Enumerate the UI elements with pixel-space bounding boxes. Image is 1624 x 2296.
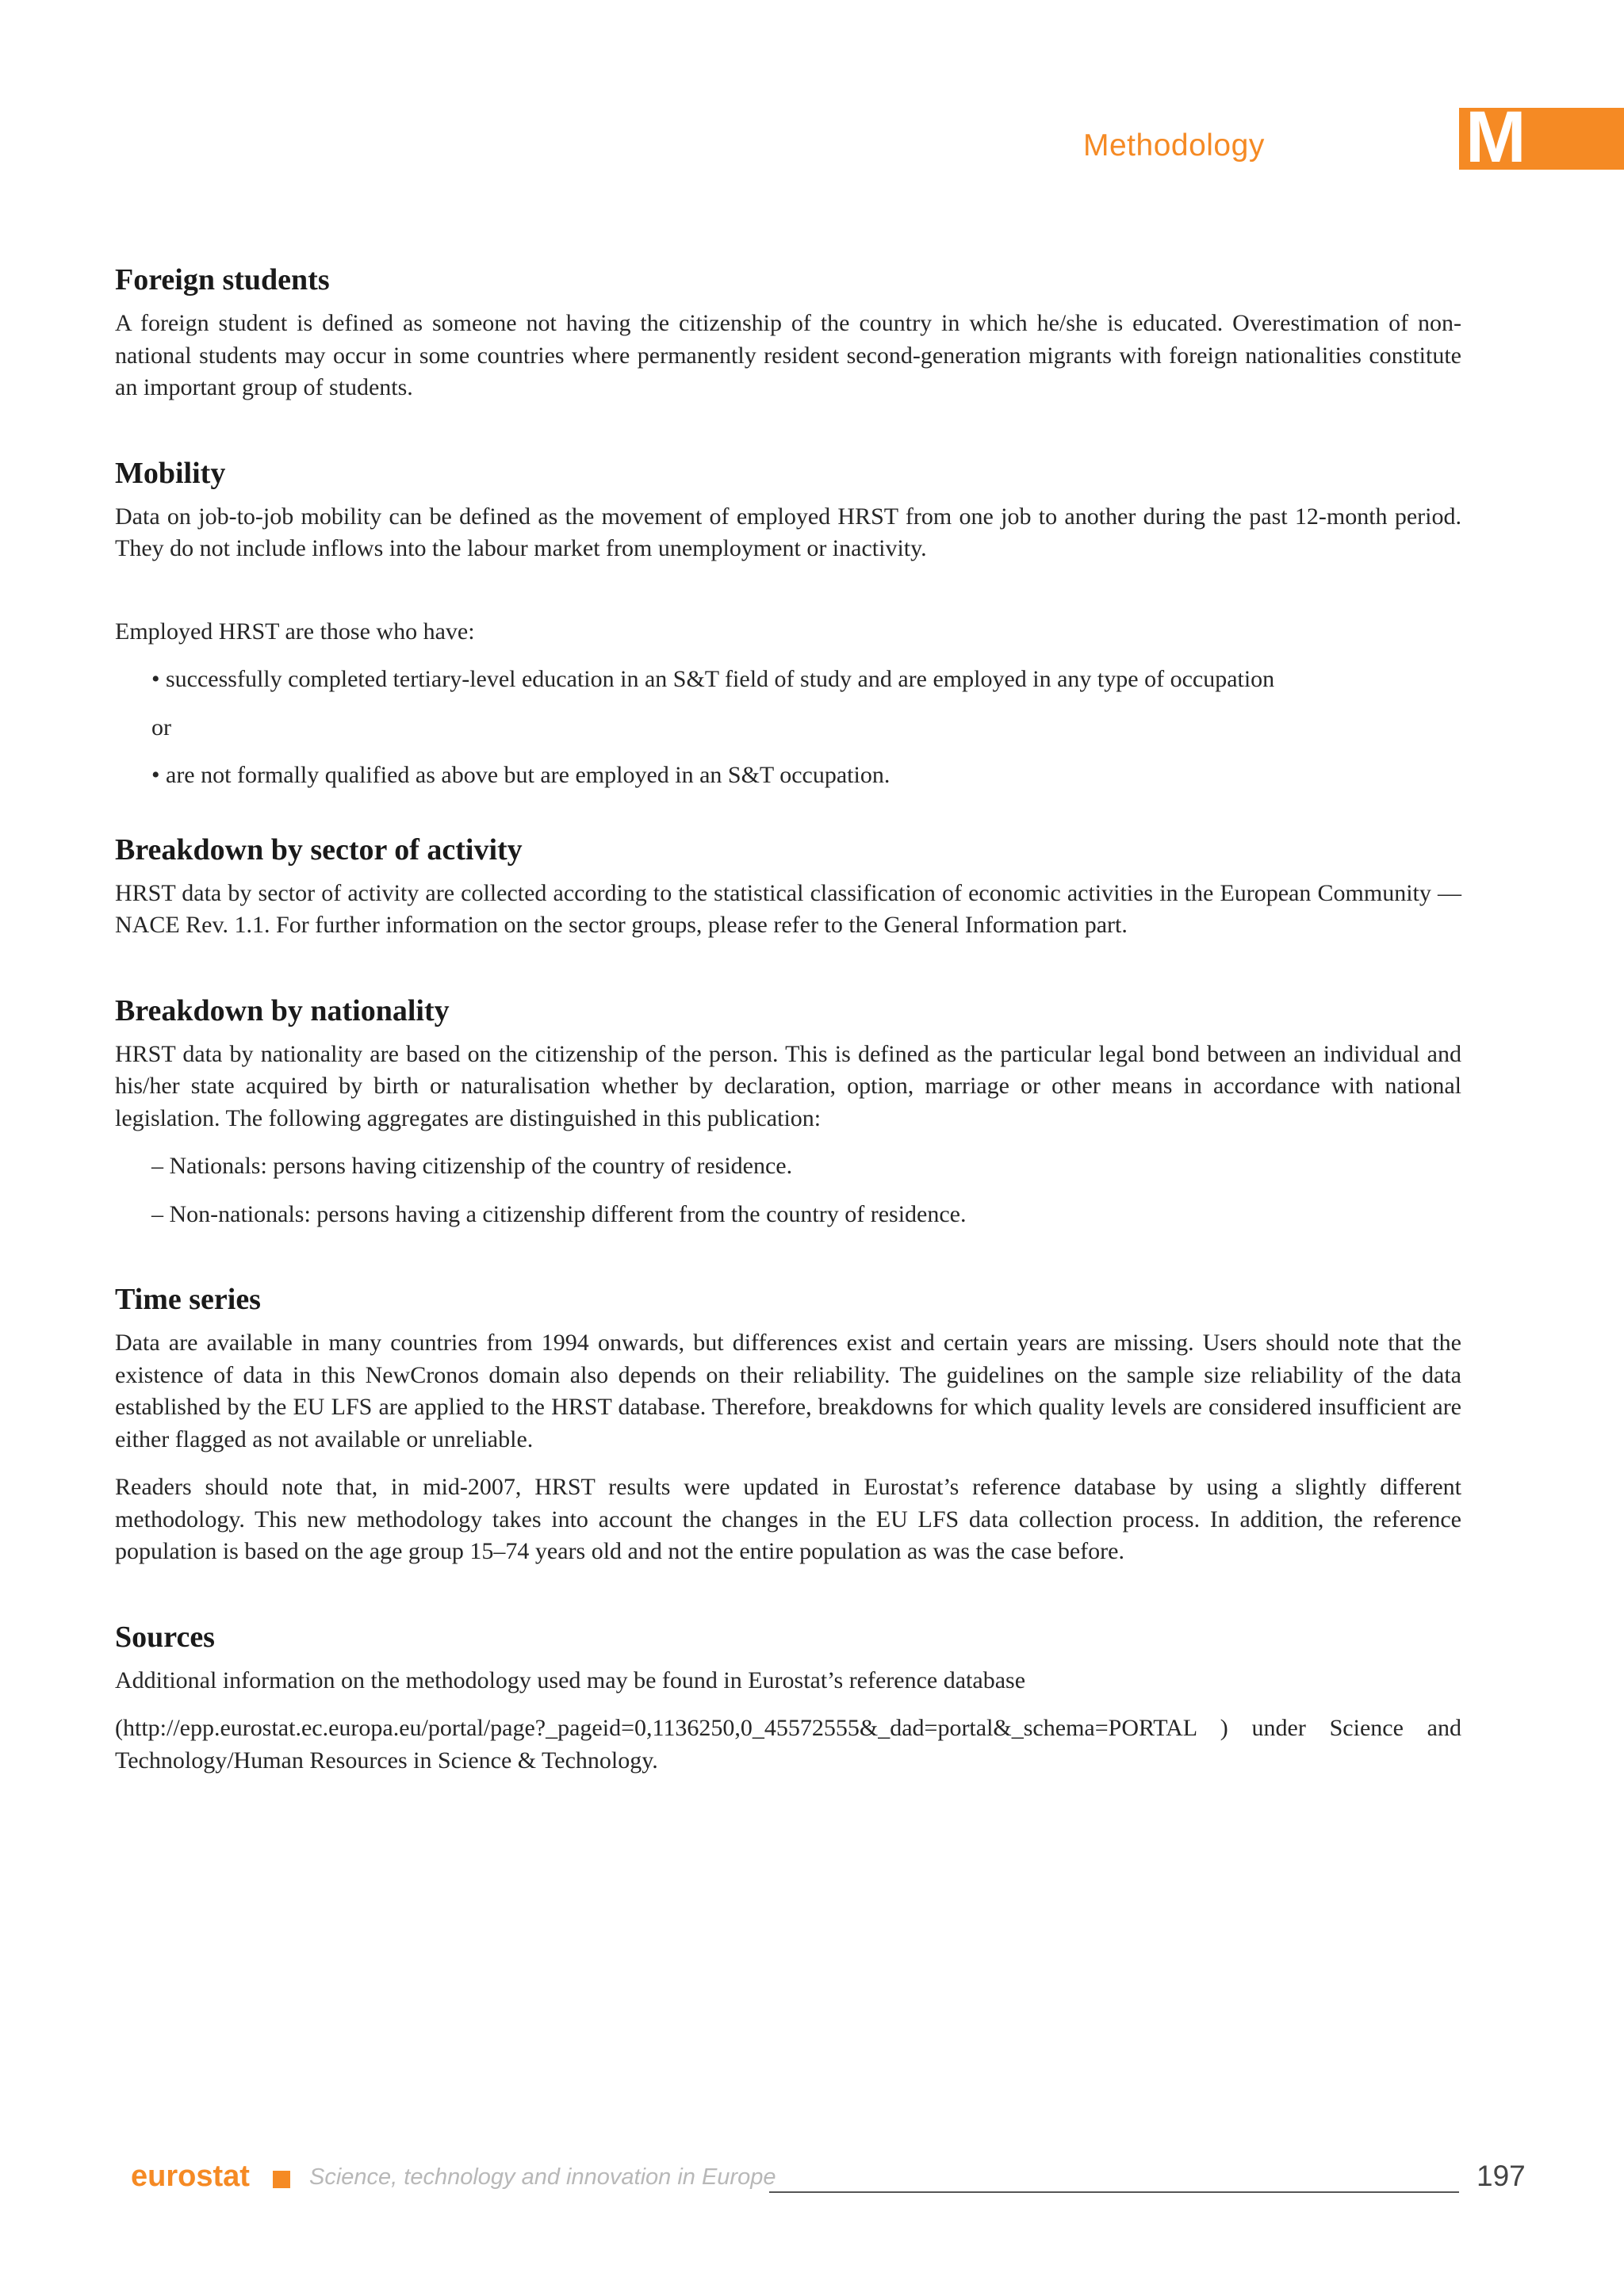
- list-connector: or: [151, 714, 171, 740]
- section-heading: Breakdown by sector of activity: [115, 832, 523, 867]
- section-sources: [115, 1619, 1461, 1777]
- section-heading: Sources: [115, 1620, 215, 1654]
- paragraph: Data are available in many countries from 1994 onwards, but differences exist and certain years are missing. Users should note that the existence of data in this NewCronos domain also depends on their reliability. The guidelines on the sample size reliability of the data established by the EU LFS are applied to the HRST database. Therefore, breakdowns for which quality levels are considered insufficient are either flagged as not available or unreliable.: [115, 1330, 1461, 1452]
- chapter-letter: M: [1465, 97, 1526, 178]
- section-nationality: [115, 993, 1461, 1231]
- section-time-series: [115, 1281, 1461, 1568]
- paragraph: Employed HRST are those who have:: [115, 618, 475, 645]
- list-item: • are not formally qualified as above but are employed in an S&T occupation.: [151, 762, 891, 788]
- chapter-tab: [1459, 97, 1624, 178]
- section-heading: Breakdown by nationality: [115, 993, 450, 1027]
- footer-divider: [769, 2191, 1459, 2193]
- eurostat-logo: eurostat: [131, 2160, 250, 2193]
- section-heading: Foreign students: [115, 263, 330, 297]
- paragraph: Readers should note that, in mid-2007, HRST results were updated in Eurostat’s reference database by using a slightly different methodology. This new methodology takes into account the changes in the EU LFS data collection process. In addition, the reference population is based on the age group 15–74 years old and not the entire population as was the case before.: [115, 1474, 1461, 1564]
- paragraph: HRST data by nationality are based on the citizenship of the person. This is defined as the particular legal bond between an individual and his/her state acquired by birth or naturalisation whether by declaration, option, marriage or other means in accordance with national legislation. The following aggregates are distinguished in this publication:: [115, 1040, 1461, 1131]
- paragraph: (http://epp.eurostat.ec.europa.eu/portal/page?_pageid=0,1136250,0_45572555&_dad=portal&_schema=PORTAL ) under Science and Technology/Human Resources in Science & Technology.: [115, 1715, 1461, 1774]
- section-mobility: [115, 455, 1461, 792]
- section-heading: Time series: [115, 1283, 261, 1316]
- paragraph: A foreign student is defined as someone not having the citizenship of the country in which he/she is educated. Overestimation of non-national students may occur in some countries where permanently resident second-generation migrants with foreign nationalities constitute an important group of students.: [115, 310, 1461, 400]
- list-item: – Nationals: persons having citizenship of the country of residence.: [151, 1153, 793, 1179]
- main-content: [115, 262, 1461, 1827]
- page-footer: [131, 2160, 1526, 2207]
- paragraph: Data on job-to-job mobility can be defined as the movement of employed HRST from one job to another during the past 12-month period. They do not include inflows into the labour market from unemployment or inactivity.: [115, 503, 1461, 561]
- publication-title: Science, technology and innovation in Europe: [309, 2164, 776, 2190]
- page-number: 197: [1477, 2160, 1526, 2192]
- logo-square-icon: [273, 2171, 290, 2188]
- list-item: – Non-nationals: persons having a citizenship different from the country of residence.: [151, 1200, 967, 1227]
- paragraph: HRST data by sector of activity are collected according to the statistical classification of economic activities in the European Community — NACE Rev. 1.1. For further information on the sector groups, please refer to the General Information part.: [115, 879, 1461, 938]
- section-heading: Mobility: [115, 456, 226, 490]
- paragraph: Additional information on the methodology used may be found in Eurostat’s reference database: [115, 1667, 1026, 1693]
- section-foreign-students: [115, 262, 1461, 404]
- section-title: Methodology: [1083, 128, 1265, 163]
- list-item: • successfully completed tertiary-level education in an S&T field of study and are employed in any type of occupation: [151, 666, 1275, 692]
- section-sector: [115, 832, 1461, 942]
